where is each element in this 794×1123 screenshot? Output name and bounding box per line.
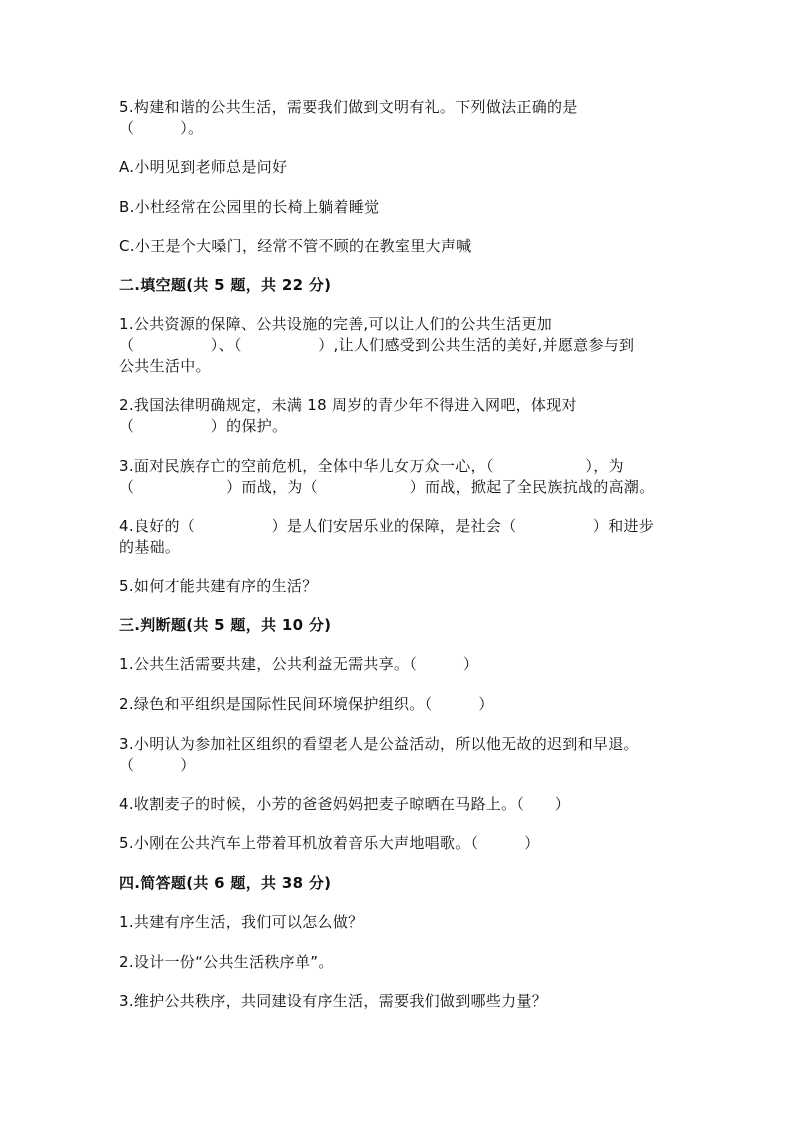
tf-q1: 1.公共生活需要共建，公共利益无需共享。（ ） (119, 655, 479, 673)
fill-q2-line2: （ ）的保护。 (119, 417, 288, 435)
section-heading-true-false: 三.判断题(共 5 题，共 10 分) (119, 616, 332, 634)
fill-q1-line3: 公共生活中。 (119, 357, 211, 375)
option-c: C.小王是个大嗓门，经常不管不顾的在教室里大声喊 (119, 237, 472, 255)
question-5-stem-line2: （ ）。 (119, 119, 204, 137)
section-heading-short-answer: 四.简答题(共 6 题，共 38 分) (119, 874, 332, 892)
fill-q3-line2: （ ）而战，为（ ）而战，掀起了全民族抗战的高潮。 (119, 478, 655, 496)
sa-q3: 3.维护公共秩序，共同建设有序生活，需要我们做到哪些力量？ (119, 992, 548, 1010)
sa-q2: 2.设计一份“公共生活秩序单”。 (119, 953, 334, 971)
tf-q3-line1: 3.小明认为参加社区组织的看望老人是公益活动，所以他无故的迟到和早退。 (119, 735, 639, 753)
fill-q5: 5.如何才能共建有序的生活？ (119, 577, 318, 595)
tf-q4: 4.收割麦子的时候，小芳的爸爸妈妈把麦子晾晒在马路上。（ ） (119, 795, 571, 813)
fill-q2-line1: 2.我国法律明确规定，未满 18 周岁的青少年不得进入网吧，体现对 (119, 396, 577, 414)
option-b: B.小杜经常在公园里的长椅上躺着睡觉 (119, 198, 380, 216)
fill-q1-line1: 1.公共资源的保障、公共设施的完善,可以让人们的公共生活更加 (119, 315, 553, 333)
option-a: A.小明见到老师总是问好 (119, 158, 288, 176)
fill-q3-line1: 3.面对民族存亡的空前危机，全体中华儿女万众一心，（ ），为 (119, 457, 624, 475)
tf-q2: 2.绿色和平组织是国际性民间环境保护组织。（ ） (119, 695, 494, 713)
section-heading-fill-blank: 二.填空题(共 5 题，共 22 分) (119, 276, 332, 294)
tf-q3-line2: （ ） (119, 756, 196, 774)
fill-q1-line2: （ ）、（ ）,让人们感受到公共生活的美好,并愿意参与到 (119, 336, 635, 354)
question-5-stem-line1: 5.构建和谐的公共生活，需要我们做到文明有礼。下列做法正确的是 (119, 98, 578, 116)
fill-q4-line1: 4.良好的（ ）是人们安居乐业的保障，是社会（ ）和进步 (119, 517, 655, 535)
tf-q5: 5.小刚在公共汽车上带着耳机放着音乐大声地唱歌。（ ） (119, 834, 540, 852)
sa-q1: 1.共建有序生活，我们可以怎么做？ (119, 913, 364, 931)
fill-q4-line2: 的基础。 (119, 538, 181, 556)
